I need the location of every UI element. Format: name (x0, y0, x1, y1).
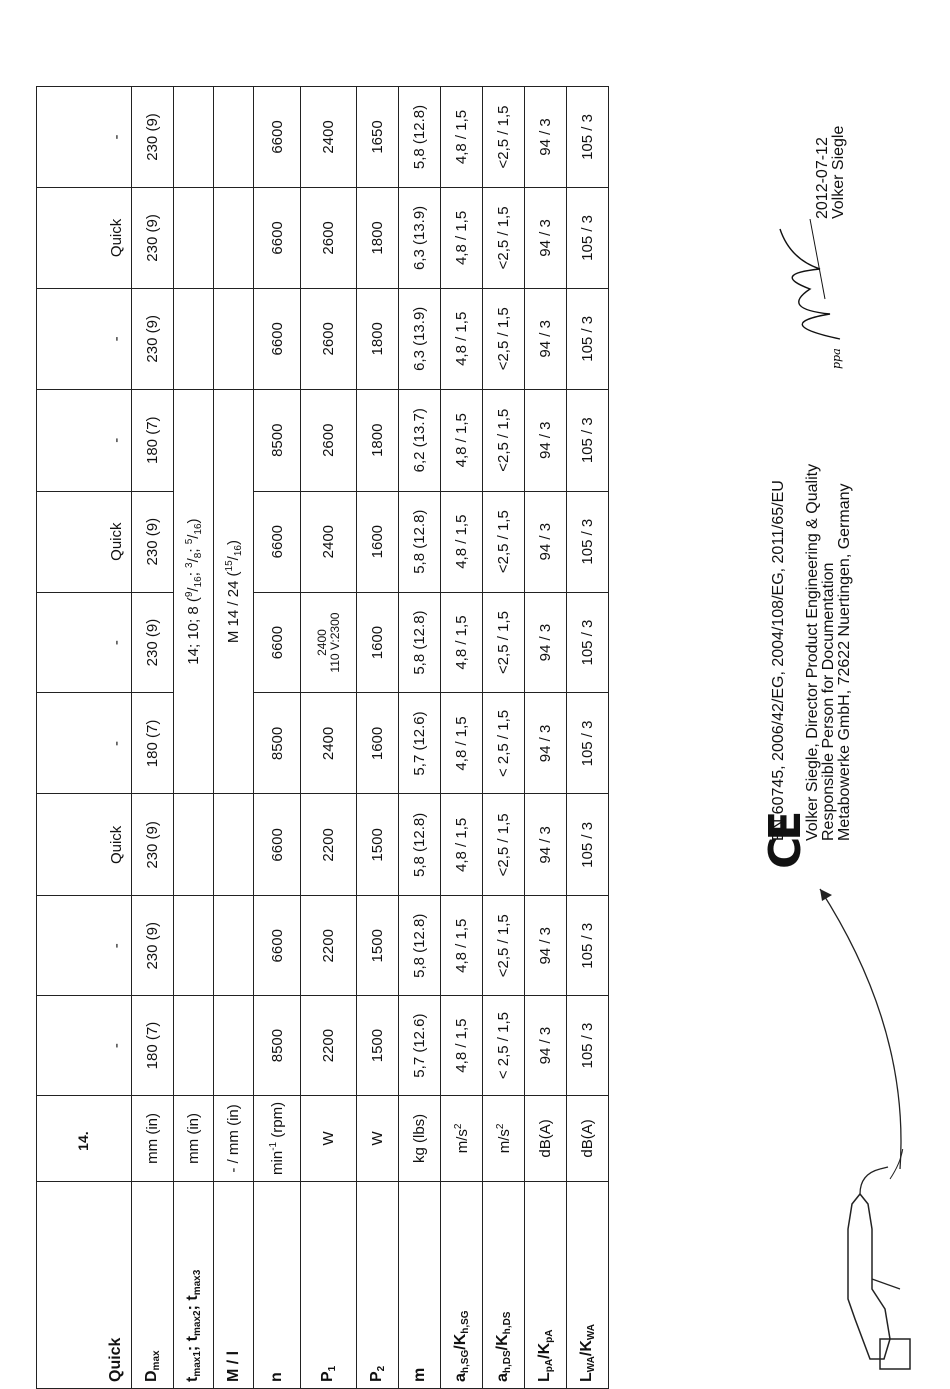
arrow-icon (790, 869, 910, 1189)
table-row (399, 87, 441, 1389)
column-header: Quick (37, 187, 132, 288)
row-label: M / l (214, 1181, 254, 1388)
table-cell: 230 (9) (132, 592, 174, 693)
row-unit: dB(A) (525, 1095, 567, 1181)
table-cell-blank (214, 794, 254, 896)
table-row (483, 87, 525, 1389)
table-row (132, 87, 174, 1389)
row-label: n (254, 1181, 301, 1388)
table-cell: 5,8 (12.8) (399, 491, 441, 592)
manual-icon-cell (37, 1095, 132, 1181)
row-label: $t_{max1}$; $t_{max2}$; $t_{max3}$ (174, 1181, 214, 1388)
table-cell: 94 / 3 (525, 288, 567, 389)
table-cell: 8500 (254, 693, 301, 794)
table-cell: 1650 (357, 87, 399, 188)
table-cell: 4,8 / 1,5 (441, 896, 483, 996)
table-cell: 2600 (301, 389, 357, 491)
table-row (441, 87, 483, 1389)
row-label: $L_{pA}/K_{pA}$ (525, 1181, 567, 1388)
table-cell: 1600 (357, 693, 399, 794)
table-cell: <2,5 / 1,5 (483, 187, 525, 288)
table-cell: 230 (9) (132, 87, 174, 188)
table-cell: 8500 (254, 389, 301, 491)
column-header: - (37, 693, 132, 794)
table-cell: 94 / 3 (525, 592, 567, 693)
row-label: $D_{max}$ (132, 1181, 174, 1388)
table-cell: 2600 (301, 187, 357, 288)
table-cell: 105 / 3 (567, 996, 609, 1096)
table-cell: <2,5 / 1,5 (483, 592, 525, 693)
table-cell: 6600 (254, 187, 301, 288)
table-row (357, 87, 399, 1389)
table-cell: <2,5 / 1,5 (483, 491, 525, 592)
table-cell: 6600 (254, 491, 301, 592)
table-cell: 4,8 / 1,5 (441, 996, 483, 1096)
row-unit: mm (in) (174, 1095, 214, 1181)
column-header: - (37, 389, 132, 491)
table-cell: 2400 (301, 87, 357, 188)
table-cell: 6,3 (13.9) (399, 288, 441, 389)
table-cell-blank (174, 288, 214, 389)
table-cell: <2,5 / 1,5 (483, 896, 525, 996)
table-cell: 180 (7) (132, 389, 174, 491)
column-header: - (37, 592, 132, 693)
table-cell: 4,8 / 1,5 (441, 491, 483, 592)
table-cell: 94 / 3 (525, 896, 567, 996)
row-label: $P_1$ (301, 1181, 357, 1388)
svg-text:ppa: ppa (830, 348, 843, 369)
table-cell: 94 / 3 (525, 389, 567, 491)
row-unit: $m/s^2$ (441, 1095, 483, 1181)
column-header: Quick (37, 491, 132, 592)
row-label: m (399, 1181, 441, 1388)
table-cell: 2400 (301, 491, 357, 592)
row-unit: $\min^{-1} (rpm)$ (254, 1095, 301, 1181)
row-unit: mm (in) (132, 1095, 174, 1181)
table-cell: 94 / 3 (525, 87, 567, 188)
column-header: - (37, 288, 132, 389)
row-unit: kg (lbs) (399, 1095, 441, 1181)
header-row (37, 87, 132, 1389)
table-cell-blank (174, 187, 214, 288)
table-row (301, 87, 357, 1389)
table-cell: 180 (7) (132, 996, 174, 1096)
table-cell: 94 / 3 (525, 996, 567, 1096)
table-row (254, 87, 301, 1389)
table-cell: 4,8 / 1,5 (441, 87, 483, 188)
table-cell: <2,5 / 1,5 (483, 87, 525, 188)
table-cell-blank (174, 996, 214, 1096)
table-cell: 2400 110 V:2300 (301, 592, 357, 693)
table-cell: 5,8 (12.8) (399, 87, 441, 188)
table-cell: 6600 (254, 592, 301, 693)
table-cell: 5,8 (12.8) (399, 592, 441, 693)
column-header: - (37, 87, 132, 188)
table-cell: 105 / 3 (567, 693, 609, 794)
table-row (525, 87, 567, 1389)
table-cell: 1500 (357, 896, 399, 996)
row-unit: - / mm (in) (214, 1095, 254, 1181)
table-cell: 1500 (357, 996, 399, 1096)
signature-image (750, 219, 860, 369)
table-cell: 105 / 3 (567, 794, 609, 896)
table-cell-blank (214, 288, 254, 389)
table-cell-blank (174, 896, 214, 996)
merged-cell: 14; 10; 8 ($^9/_{16}$; $^3/_8$; $^5/_{16}$) (174, 389, 214, 794)
table-cell: 4,8 / 1,5 (441, 693, 483, 794)
table-cell: 6600 (254, 794, 301, 896)
footer (750, 0, 950, 1389)
table-cell: 105 / 3 (567, 491, 609, 592)
table-cell: 230 (9) (132, 896, 174, 996)
table-cell: 105 / 3 (567, 187, 609, 288)
table-cell: 2200 (301, 896, 357, 996)
table-cell: 5,8 (12.8) (399, 794, 441, 896)
row-unit: W (301, 1095, 357, 1181)
table-cell: 4,8 / 1,5 (441, 592, 483, 693)
table-cell: 1800 (357, 187, 399, 288)
table-cell: 4,8 / 1,5 (441, 187, 483, 288)
table-cell: 105 / 3 (567, 87, 609, 188)
table-cell: 105 / 3 (567, 592, 609, 693)
column-header: Quick (37, 794, 132, 896)
table-cell: < 2,5 / 1,5 (483, 996, 525, 1096)
table-cell: 5,7 (12.6) (399, 693, 441, 794)
signature-date: 2012-07-12 (814, 137, 831, 219)
merged-cell: M 14 / 24 $(^{15}/_{16})$ (214, 389, 254, 794)
table-cell-blank (214, 896, 254, 996)
table-cell: 6600 (254, 87, 301, 188)
table-cell-blank (214, 996, 254, 1096)
table-cell: 4,8 / 1,5 (441, 288, 483, 389)
table-cell: 5,7 (12.6) (399, 996, 441, 1096)
signatory-role: Responsible Person for Documentation (820, 562, 837, 841)
table-cell: 105 / 3 (567, 288, 609, 389)
table-row (214, 87, 254, 1389)
table-cell: 94 / 3 (525, 491, 567, 592)
table-cell: 6,2 (13.7) (399, 389, 441, 491)
table-cell: 1600 (357, 592, 399, 693)
row-label: $P_2$ (357, 1181, 399, 1388)
signer-name: Volker Siegle (830, 125, 847, 219)
table-row (174, 87, 214, 1389)
company-address: Metabowerke GmbH, 72622 Nuertingen, Germany (836, 483, 853, 841)
header-label-cell (37, 1181, 132, 1388)
table-cell: 4,8 / 1,5 (441, 389, 483, 491)
row-label: $a_{h,DS}/K_{h,DS}$ (483, 1181, 525, 1388)
row-label: $L_{WA}/K_{WA}$ (567, 1181, 609, 1388)
table-cell: 94 / 3 (525, 693, 567, 794)
table-cell: 6,3 (13.9) (399, 187, 441, 288)
table-cell: 105 / 3 (567, 896, 609, 996)
table-cell: 1500 (357, 794, 399, 896)
table-cell: 230 (9) (132, 187, 174, 288)
table-cell: 1800 (357, 288, 399, 389)
table-cell: <2,5 / 1,5 (483, 389, 525, 491)
table-cell: 6600 (254, 896, 301, 996)
row-label: $a_{h,SG}/K_{h,SG}$ (441, 1181, 483, 1388)
ce-mark: CE (760, 814, 811, 869)
row-unit: W (357, 1095, 399, 1181)
table-cell: 180 (7) (132, 693, 174, 794)
column-header: - (37, 896, 132, 996)
table-cell-blank (214, 87, 254, 188)
table-cell: 230 (9) (132, 794, 174, 896)
table-row (567, 87, 609, 1389)
manual-page-number: 14. (75, 1131, 91, 1151)
table-cell: 1600 (357, 491, 399, 592)
table-cell: < 2,5 / 1,5 (483, 693, 525, 794)
table-cell: 94 / 3 (525, 794, 567, 896)
signatory-title: Volker Siegle, Director Product Engineering & Quality (804, 463, 821, 841)
table-cell: 230 (9) (132, 491, 174, 592)
table-cell: 4,8 / 1,5 (441, 794, 483, 896)
table-cell: 94 / 3 (525, 187, 567, 288)
table-cell: 1800 (357, 389, 399, 491)
table-cell: 2200 (301, 996, 357, 1096)
table-cell-blank (174, 794, 214, 896)
table-cell-blank (174, 87, 214, 188)
table-cell: <2,5 / 1,5 (483, 288, 525, 389)
table-cell: 230 (9) (132, 288, 174, 389)
row-unit: $m/s^2$ (483, 1095, 525, 1181)
table-cell: 105 / 3 (567, 389, 609, 491)
table-cell-blank (214, 187, 254, 288)
row-unit: dB(A) (567, 1095, 609, 1181)
table-cell: 8500 (254, 996, 301, 1096)
table-cell: 5,8 (12.8) (399, 896, 441, 996)
table-cell: <2,5 / 1,5 (483, 794, 525, 896)
table-cell: 2400 (301, 693, 357, 794)
table-cell: 2600 (301, 288, 357, 389)
header-quick-label: Quick (107, 1337, 124, 1382)
spec-table (36, 86, 609, 1389)
table-cell: 2200 (301, 794, 357, 896)
table-cell: 6600 (254, 288, 301, 389)
column-header: - (37, 996, 132, 1096)
standards-line: EN 60745, 2006/42/EG, 2004/108/EG, 2011/65/EU (770, 480, 787, 841)
